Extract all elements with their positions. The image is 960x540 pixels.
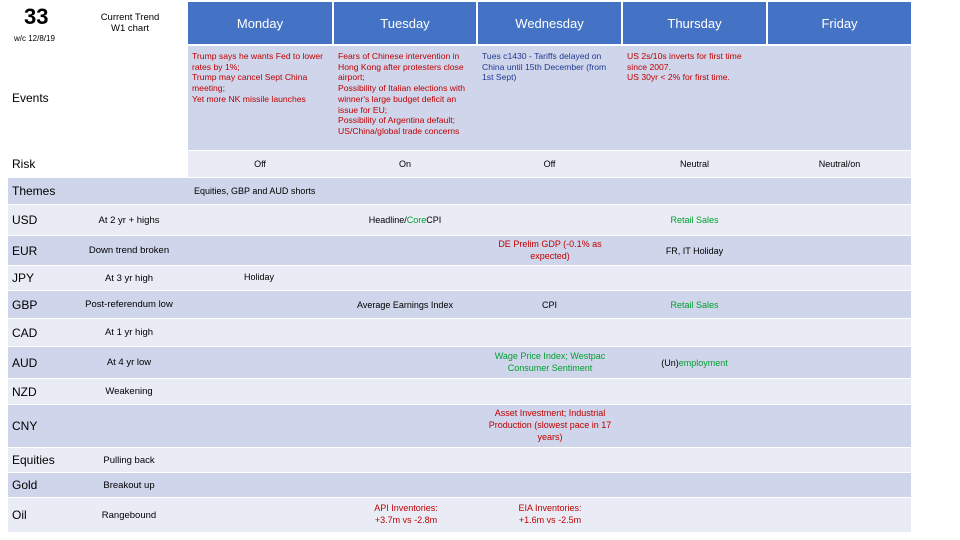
risk-wednesday: Off (543, 159, 556, 169)
aud-employment-text: employment (678, 357, 728, 368)
cell-usd-thursday: Retail Sales (670, 215, 719, 225)
trend-gbp: Post-referendum low (85, 299, 173, 310)
events-tuesday (338, 51, 474, 137)
aud-un-text: (Un) (661, 357, 679, 368)
cell-gbp-tuesday: Average Earnings Index (357, 299, 453, 310)
trend-eur: Down trend broken (88, 245, 170, 256)
trend-gold: Breakout up (103, 479, 155, 491)
cell-jpy-monday: Holiday (244, 272, 275, 282)
trend-header: Current Trend W1 chart (100, 12, 160, 35)
trend-nzd: Weakening (105, 386, 153, 397)
cell-cny-wednesday: Asset Investment; Industrial Production (slowest pace in 17 years) (488, 408, 612, 442)
themes-text: Equities, GBP and AUD shorts (194, 186, 316, 196)
risk-thursday: Neutral (679, 159, 709, 169)
row-label-oil: Oil (12, 508, 27, 522)
trend-cad: At 1 yr high (104, 327, 154, 338)
trend-usd: At 2 yr + highs (98, 214, 160, 226)
row-label-cny: CNY (12, 419, 38, 433)
week-number: 33 (24, 4, 49, 29)
events-monday-line3: Yet more NK missile launches (192, 93, 306, 104)
usd-headline-text: Headline/ (368, 215, 407, 225)
trend-oil: Rangebound (101, 509, 157, 521)
events-tuesday-line1: Fears of Chinese intervention in Hong Kong after protesters close airport; (338, 51, 464, 83)
cell-gbp-wednesday: CPI (541, 299, 557, 310)
cell-eur-wednesday: DE Prelim GDP (-0.1% as expected) (498, 238, 602, 261)
trend-equities: Pulling back (103, 454, 155, 466)
week-commencing: w/c 12/8/19 (14, 34, 55, 43)
events-thursday (627, 51, 763, 83)
events-monday (192, 51, 330, 105)
cell-oil-wednesday: EIA Inventories: +1.6m vs -2.5m (518, 503, 582, 525)
cell-aud-thursday (623, 347, 766, 378)
trend-cny (70, 405, 188, 447)
cell-eur-thursday: FR, IT Holiday (665, 245, 724, 256)
cell-gbp-thursday: Retail Sales (670, 299, 719, 310)
events-thursday-line1: US 2s/10s inverts for first time since 2007. (627, 51, 742, 72)
events-tuesday-line4: US/China/global trade concerns (338, 126, 460, 137)
day-header-friday: Friday (768, 2, 911, 44)
usd-core-text: Core (406, 215, 427, 225)
day-header-monday: Monday (188, 2, 332, 44)
cell-aud-wednesday: Wage Price Index; Westpac Consumer Sentiment (494, 350, 606, 373)
events-thursday-line2: US 30yr < 2% for first time. (627, 72, 730, 83)
risk-friday: Neutral/on (818, 159, 861, 169)
cell-oil-tuesday: API Inventories: +3.7m vs -2.8m (374, 503, 438, 525)
trend-jpy: At 3 yr high (104, 272, 154, 284)
themes-label: Themes (12, 184, 56, 198)
themes-row-bg (8, 178, 911, 204)
events-monday-line1: Trump says he wants Fed to lower rates by 1%; (192, 51, 324, 72)
row-label-aud: AUD (12, 355, 38, 370)
cell-usd-tuesday (334, 205, 476, 235)
row-label-usd: USD (12, 213, 38, 227)
day-header-wednesday: Wednesday (478, 2, 621, 44)
events-wednesday: Tues c1430 - Tariffs delayed on China until 15th December (from 1st Sept) (482, 51, 607, 83)
row-label-gold: Gold (12, 478, 38, 492)
events-label: Events (12, 91, 49, 105)
day-header-thursday: Thursday (623, 2, 766, 44)
row-label-equities: Equities (12, 453, 55, 467)
row-label-eur: EUR (12, 243, 38, 258)
usd-cpi-text: CPI (426, 215, 442, 225)
row-label-jpy: JPY (12, 271, 35, 285)
risk-monday: Off (254, 159, 266, 169)
events-monday-line2: Trump may cancel Sept China meeting; (192, 72, 308, 94)
events-tuesday-line3: Possibility of Argentina default; (338, 115, 456, 126)
day-header-tuesday: Tuesday (334, 2, 476, 44)
trend-aud: At 4 yr low (106, 357, 152, 368)
events-tuesday-line2: Possibility of Italian elections with winner's large budget deficit an issue for EU; (338, 83, 466, 115)
row-label-cad: CAD (12, 325, 38, 340)
row-label-nzd: NZD (12, 384, 37, 399)
risk-label: Risk (12, 157, 36, 171)
risk-tuesday: On (398, 159, 411, 169)
row-label-gbp: GBP (12, 297, 38, 312)
